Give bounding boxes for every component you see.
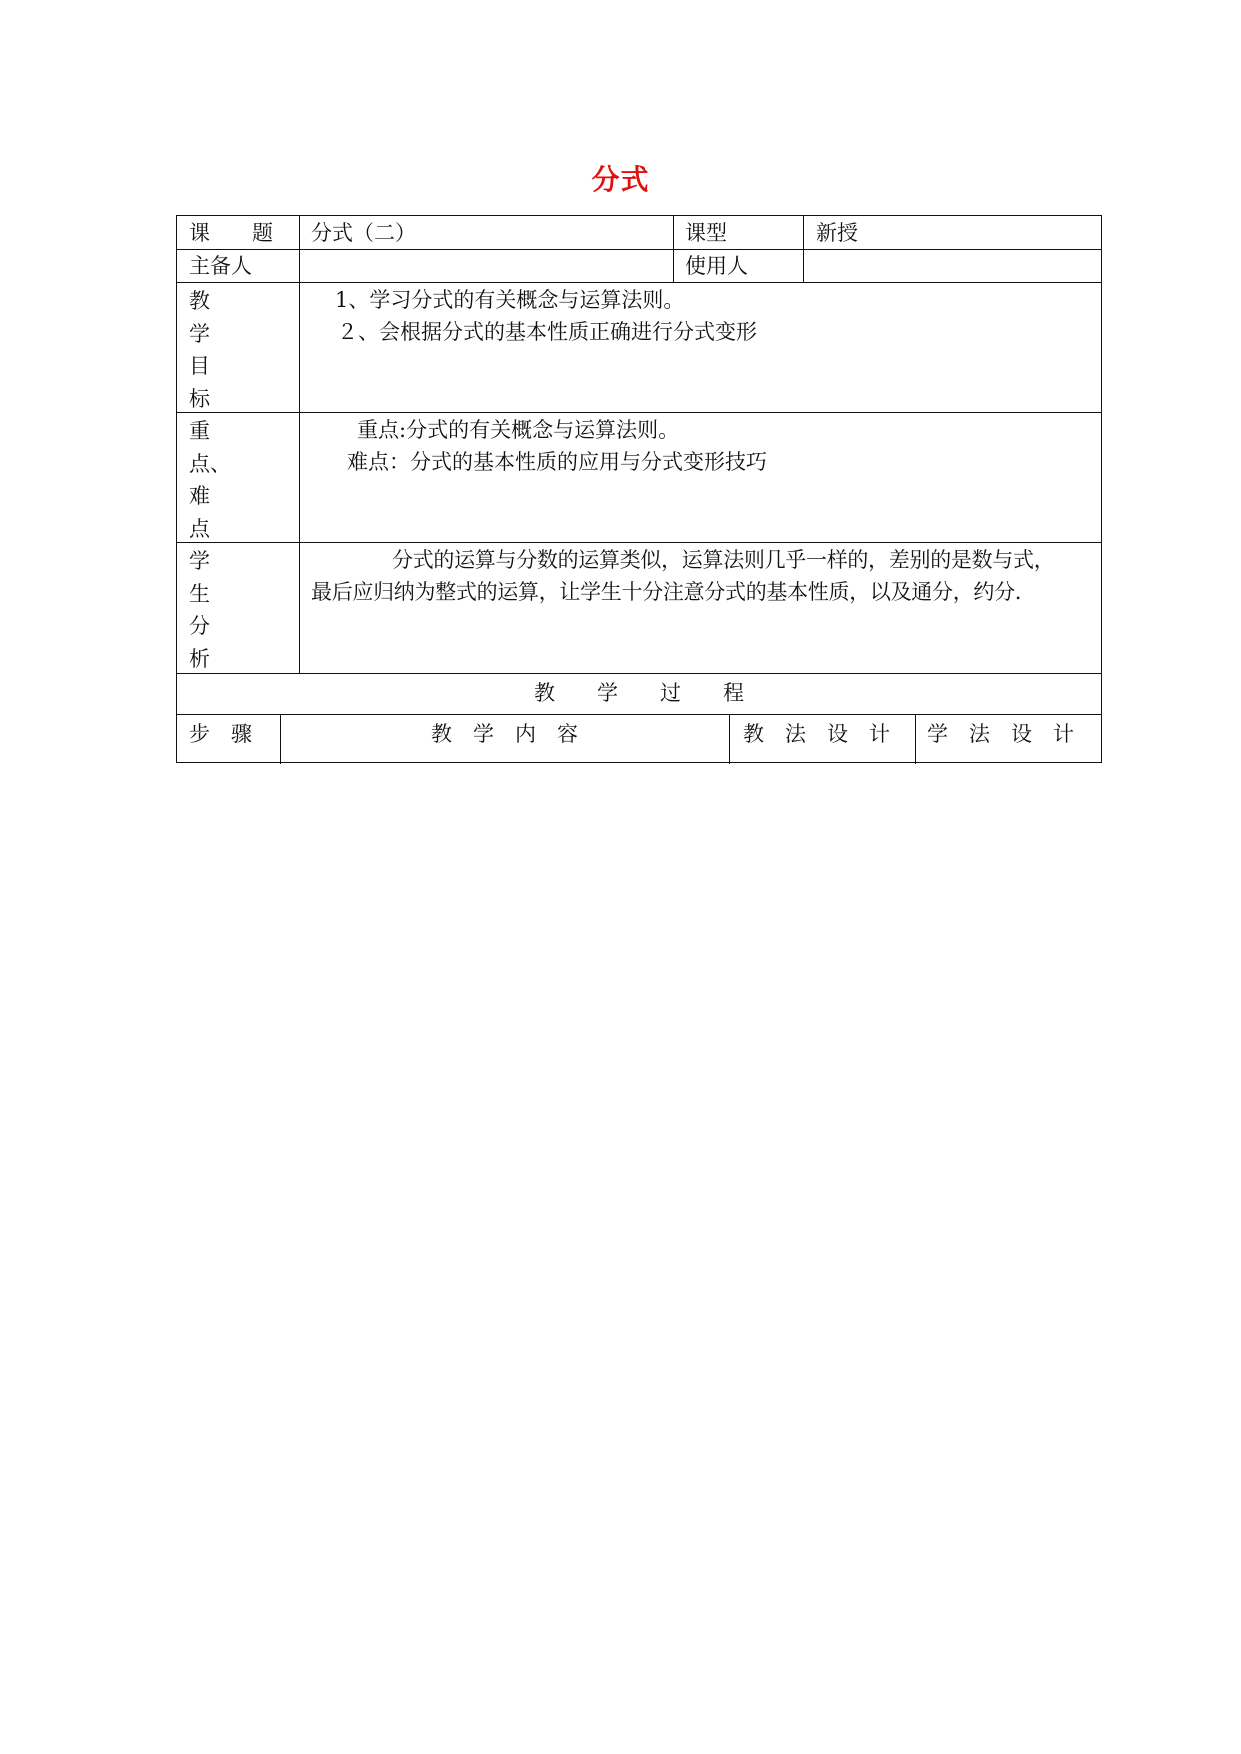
analysis-line: 分式的运算与分数的运算类似，运算法则几乎一样的，差别的是数与式， (392, 548, 1055, 572)
analysis-line: 最后应归纳为整式的运算，让学生十分注意分式的基本性质，以及通分，约分. (311, 580, 1022, 604)
key-point: 重点:分式的有关概念与运算法则。 (357, 418, 680, 442)
column-divider (803, 216, 804, 282)
type-label: 课型 (685, 221, 727, 245)
analysis-label: 学 生 分 析 (189, 549, 210, 671)
teaching-method-header: 教 法 设 计 (743, 722, 890, 746)
goal-item: 1、学习分式的有关概念与运算法则。 (335, 288, 685, 312)
row-divider (177, 282, 1101, 283)
key-points-label: 重 点、 难 点 (189, 419, 231, 541)
teaching-content-header: 教 学 内 容 (431, 722, 578, 746)
document-title: 分式 (591, 163, 650, 196)
steps-header: 步 骤 (189, 722, 252, 746)
teaching-process-header: 教 学 过 程 (534, 681, 744, 705)
column-divider (915, 714, 916, 764)
column-divider (729, 714, 730, 764)
row-divider (177, 542, 1101, 543)
difficult-point: 难点：分式的基本性质的应用与分式变形技巧 (347, 450, 767, 474)
column-divider (299, 216, 300, 673)
preparer-label: 主备人 (189, 254, 252, 278)
lesson-plan-table (176, 215, 1102, 763)
row-divider (177, 714, 1101, 715)
column-divider (673, 216, 674, 282)
topic-label: 课 题 (189, 221, 273, 245)
row-divider (177, 249, 1101, 250)
topic-value: 分式（二） (311, 221, 416, 245)
row-divider (177, 412, 1101, 413)
user-label: 使用人 (685, 254, 748, 278)
goals-label: 教 学 目 标 (189, 289, 210, 411)
goal-item: ２、会根据分式的基本性质正确进行分式变形 (337, 320, 757, 344)
row-divider (177, 673, 1101, 674)
learning-method-header: 学 法 设 计 (927, 722, 1074, 746)
type-value: 新授 (816, 221, 858, 245)
